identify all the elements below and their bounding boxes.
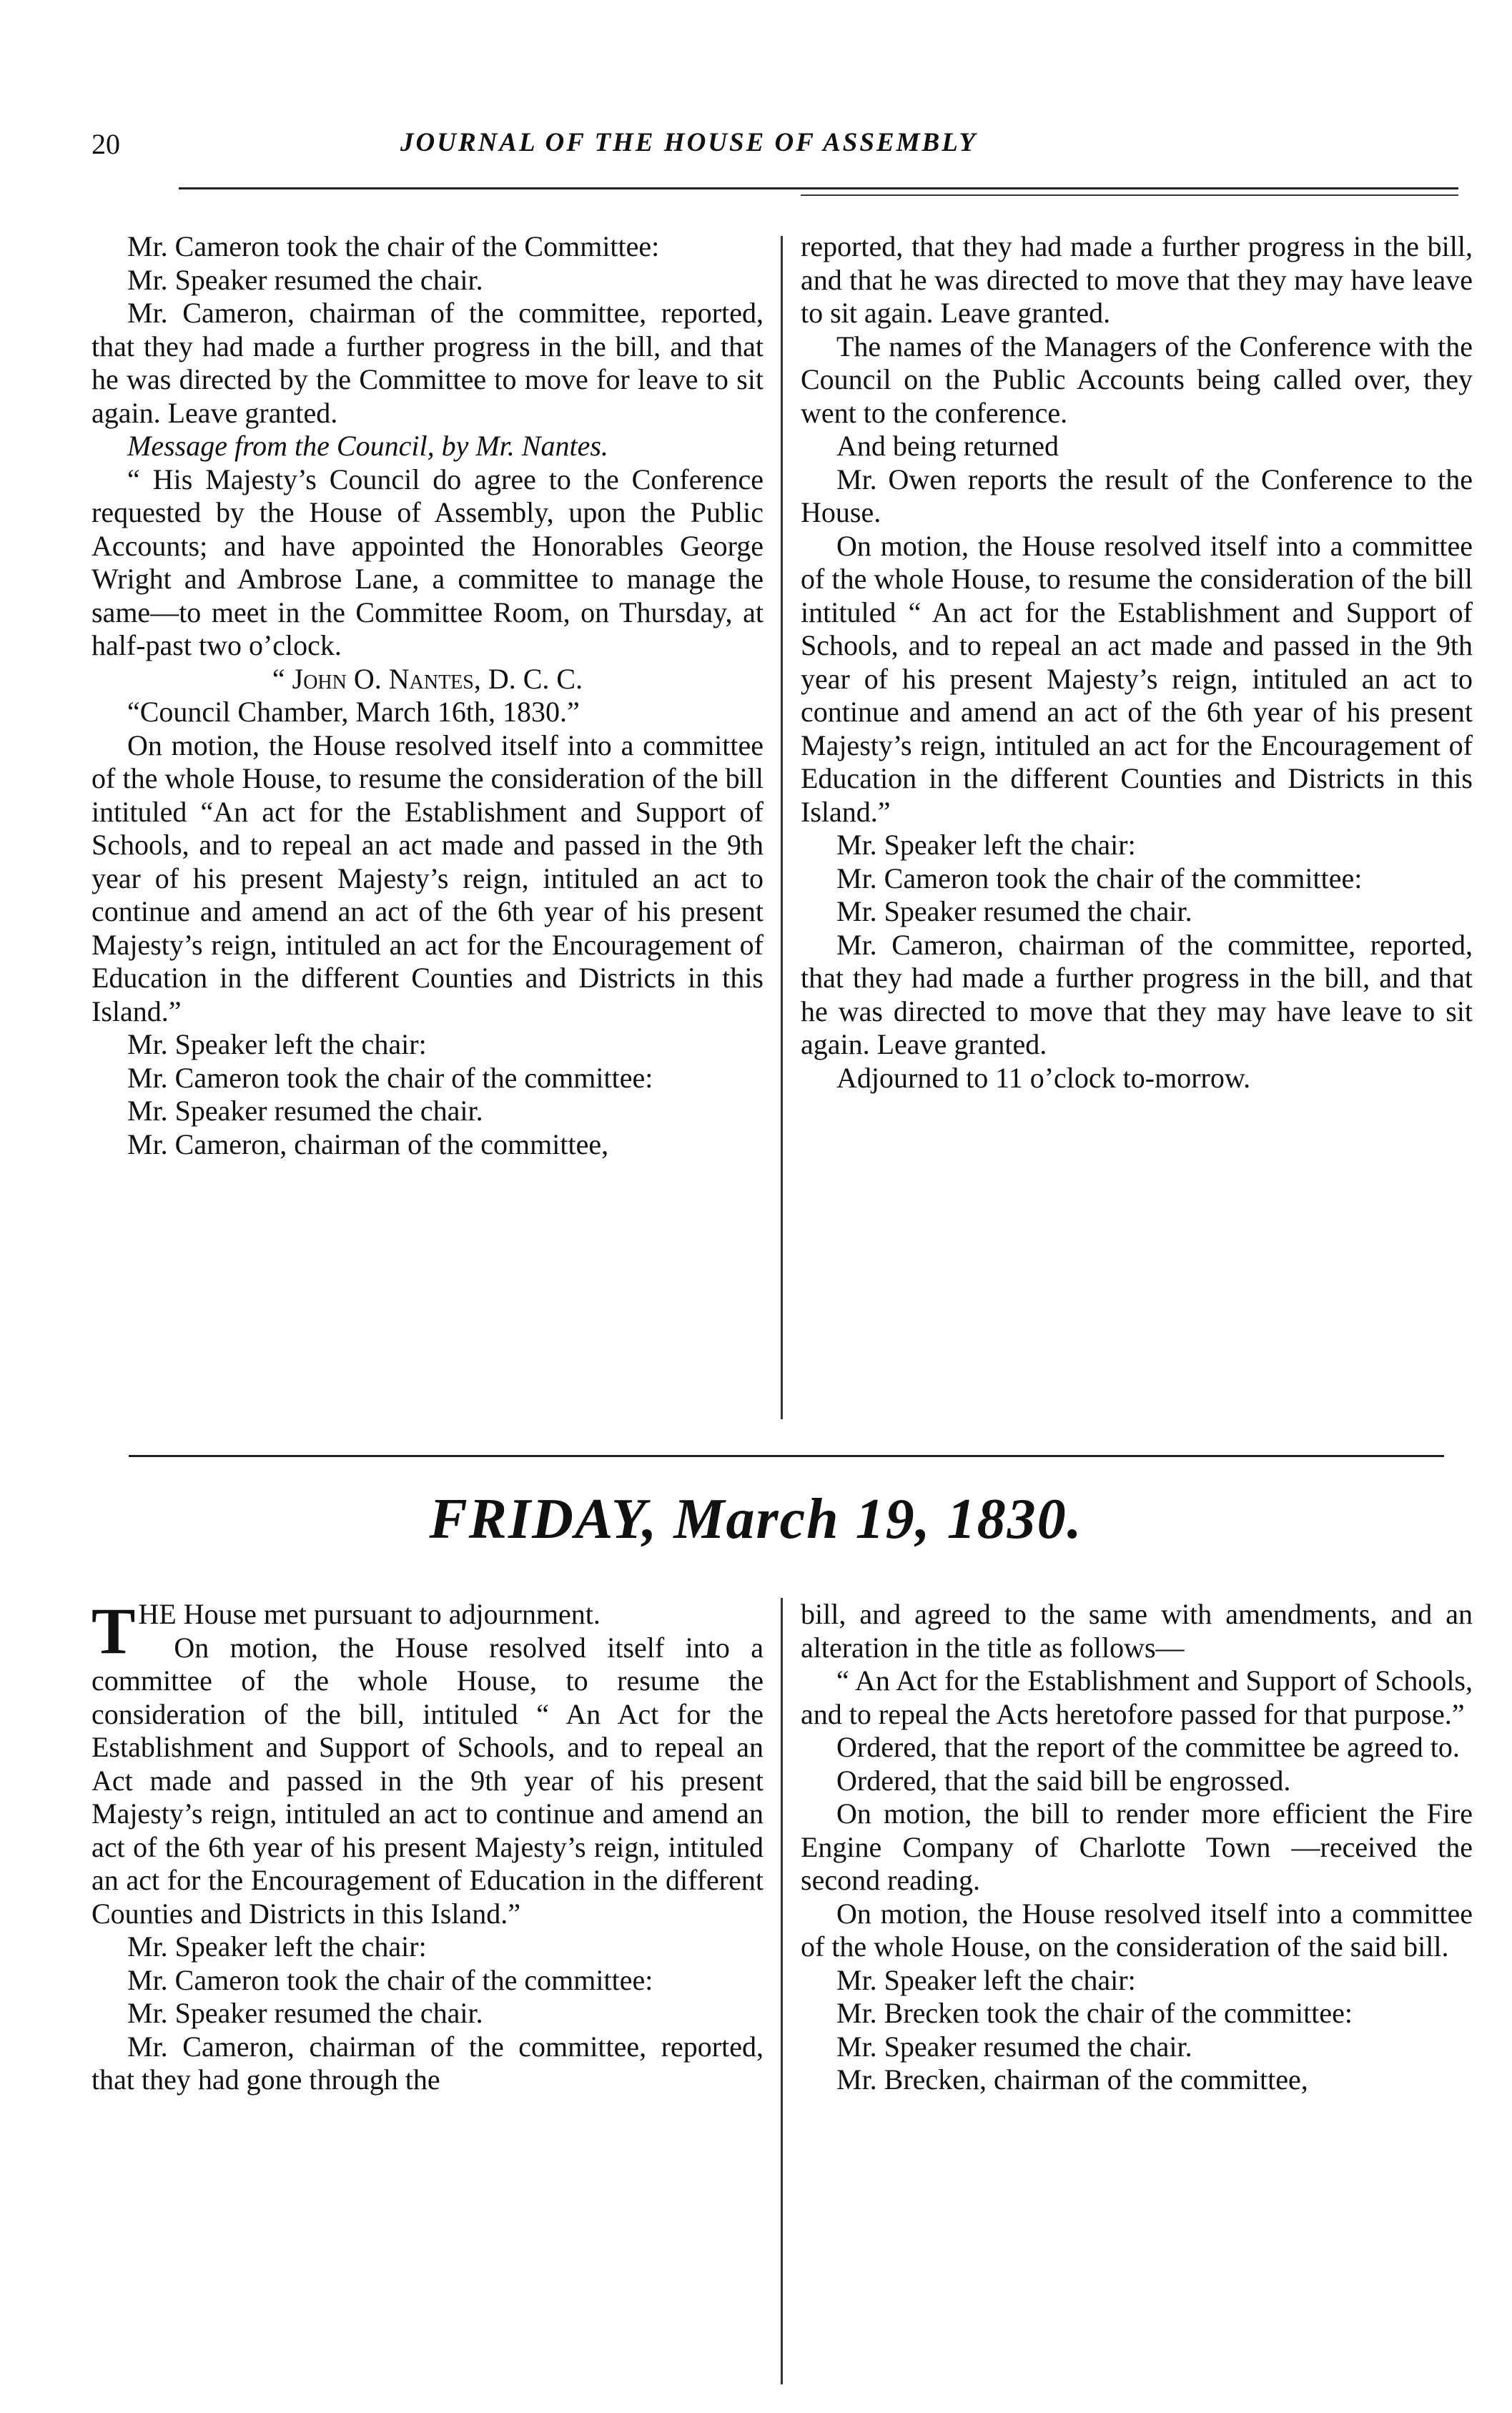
column-bottom-right	[801, 1598, 1473, 2097]
paragraph: Mr. Cameron, chairman of the committee, reported, that they had made a further progress in the bill, and that he was directed by the Committee to move for leave to sit again. Leave granted.	[92, 297, 764, 429]
paragraph: Mr. Brecken took the chair of the committee:	[836, 1997, 1353, 2029]
paragraph: Mr. Speaker left the chair:	[127, 1028, 427, 1060]
paragraph: Ordered, that the said bill be engrossed.	[836, 1764, 1291, 1797]
paragraph: Mr. Cameron took the chair of the Committee:	[127, 230, 660, 262]
column-bottom-left	[92, 1594, 764, 2097]
column-divider-bottom	[781, 1598, 783, 2384]
paragraph: “Council Chamber, March 16th, 1830.”	[127, 696, 580, 728]
paragraph: The names of the Managers of the Conference with the Council on the Public Accounts being called over, they went to the conference.	[801, 330, 1473, 429]
paragraph: Mr. Speaker left the chair:	[127, 1930, 427, 1963]
column-divider-top	[781, 236, 783, 1419]
paragraph: bill, and agreed to the same with amendments, and an alteration in the title as follows—	[801, 1598, 1473, 1664]
paragraph-text: HE House met pursuant to adjournment.	[138, 1598, 601, 1630]
paragraph: On motion, the House resolved itself into a committee of the whole House, to resume the consideration of the bill intituled “ An act for the Establishment and Support of Schools, and to repeal an act made and passed in the 9th year of his present Majesty’s reign, intituled an act to continue and amend an act of the 6th year of his present Majesty’s reign, intituled an act for the Encouragement of Education in the different Counties and Districts in this Island.”	[801, 529, 1473, 828]
column-top-right	[801, 230, 1473, 1095]
paragraph: Mr. Speaker resumed the chair.	[127, 1997, 483, 2029]
paragraph: Mr. Speaker resumed the chair.	[836, 2030, 1192, 2063]
paragraph: Adjourned to 11 o’clock to-morrow.	[836, 1061, 1251, 1094]
paragraph: On motion, the House resolved itself into a committee of the whole House, on the consideration of the said bill.	[801, 1897, 1473, 1963]
paragraph	[92, 1594, 764, 1667]
paragraph: On motion, the House resolved itself into a committee of the whole House, to resume the consideration of the bill intituled “An act for the Establishment and Support of Schools, and to repeal an act made and passed in the 9th year of his present Majesty’s reign, intituled an act to continue and amend an act of the 6th year of his present Majesty’s reign, intituled an act for the Encouragement of Education in the different Counties and Districts in this Island.”	[92, 729, 764, 1027]
paragraph: reported, that they had made a further progress in the bill, and that he was directed to move that they may have leave to sit again. Leave granted.	[801, 230, 1473, 329]
paragraph: Mr. Owen reports the result of the Conference to the House.	[801, 463, 1473, 528]
drop-cap: T	[92, 1594, 136, 1667]
paragraph: On motion, the bill to render more efficient the Fire Engine Company of Charlotte Town —received the second reading.	[801, 1797, 1473, 1896]
paragraph: Message from the Council, by Mr. Nantes.	[127, 430, 608, 462]
paragraph: Mr. Cameron took the chair of the committee:	[127, 1061, 653, 1094]
paragraph: And being returned	[836, 430, 1059, 462]
paragraph: “ An Act for the Establishment and Support of Schools, and to repeal the Acts heretofore passed for that purpose.”	[801, 1664, 1473, 1730]
paragraph: Mr. Speaker resumed the chair.	[836, 895, 1192, 927]
page-number: 20	[92, 128, 120, 160]
top-rule-secondary	[801, 194, 1458, 196]
paragraph: Mr. Cameron, chairman of the committee, reported, that they had gone through the	[92, 2030, 764, 2096]
paragraph: Mr. Speaker left the chair:	[836, 1963, 1136, 1996]
paragraph: Mr. Speaker left the chair:	[836, 829, 1136, 861]
section-heading: FRIDAY, March 19, 1830.	[429, 1488, 1083, 1551]
paragraph: Ordered, that the report of the committee be agreed to.	[836, 1731, 1460, 1763]
paragraph: Mr. Speaker resumed the chair.	[127, 1095, 483, 1127]
paragraph: Mr. Cameron, chairman of the committee,	[127, 1127, 609, 1160]
paragraph: Mr. Cameron took the chair of the committee:	[127, 1963, 653, 1996]
paragraph: Mr. Cameron took the chair of the committee:	[836, 862, 1363, 894]
paragraph: On motion, the House resolved itself into a committee of the whole House, to resume the consideration of the bill, intituled “ An Act for the Establishment and Support of Schools, and to repeal an Act made and passed in the 9th year of his present Majesty’s reign, intituled an act to continue and amend an act of the 6th year of his present Majesty’s reign, intituled an act for the Encouragement of Education in the different Counties and Districts in this Island.”	[92, 1631, 764, 1930]
paragraph: “ His Majesty’s Council do agree to the Conference requested by the House of Assembly, upon the Public Accounts; and have appointed the Honorables George Wright and Ambrose Lane, a committee to manage the same—to meet in the Committee Room, on Thursday, at half-past two o’clock.	[92, 463, 764, 661]
section-rule	[129, 1455, 1444, 1457]
column-top-left	[92, 230, 764, 1161]
paragraph: Mr. Brecken, chairman of the committee,	[836, 2063, 1308, 2096]
top-rule	[179, 187, 1458, 189]
running-head: JOURNAL OF THE HOUSE OF ASSEMBLY	[400, 128, 978, 157]
paragraph: “ John O. Nantes, D. C. C.	[272, 662, 583, 695]
paragraph: Mr. Cameron, chairman of the committee, reported, that they had made a further progress in the bill, and that he was directed to move that they may have leave to sit again. Leave granted.	[801, 928, 1473, 1060]
paragraph: Mr. Speaker resumed the chair.	[127, 263, 483, 296]
